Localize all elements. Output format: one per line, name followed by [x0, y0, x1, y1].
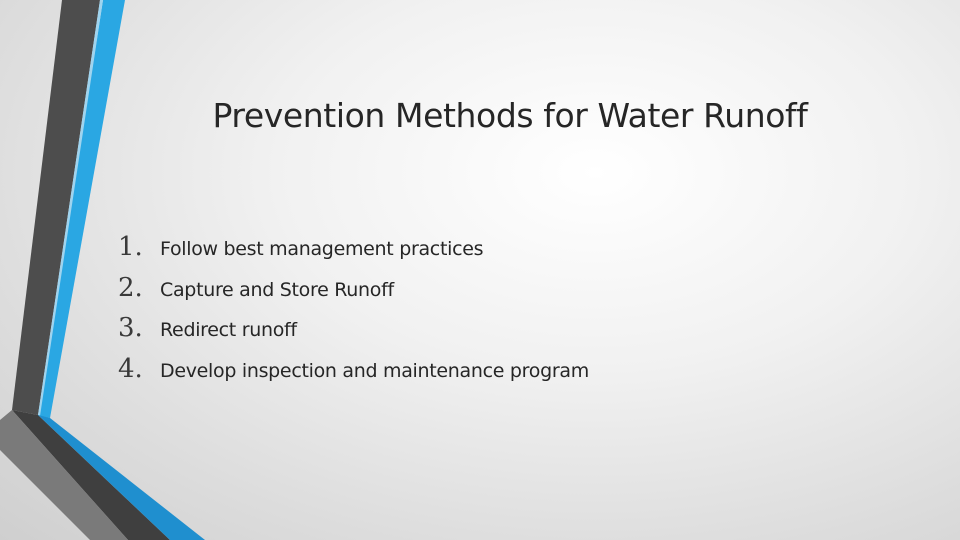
list-item — [118, 354, 589, 395]
list-item — [118, 232, 589, 273]
list-item-text: Redirect runoff — [160, 319, 297, 341]
prevention-list — [118, 232, 589, 394]
list-item-text: Develop inspection and maintenance program — [160, 359, 589, 382]
list-item — [118, 273, 589, 314]
list-item-number: 3. — [118, 313, 143, 343]
list-item-number: 4. — [118, 353, 143, 384]
slide-title: Prevention Methods for Water Runoff — [212, 96, 808, 135]
list-item-text: Capture and Store Runoff — [160, 278, 394, 301]
list-item-number: 1. — [118, 232, 143, 262]
list-item-text: Follow best management practices — [160, 238, 484, 260]
list-item — [118, 313, 589, 354]
list-item-number: 2. — [118, 272, 143, 303]
